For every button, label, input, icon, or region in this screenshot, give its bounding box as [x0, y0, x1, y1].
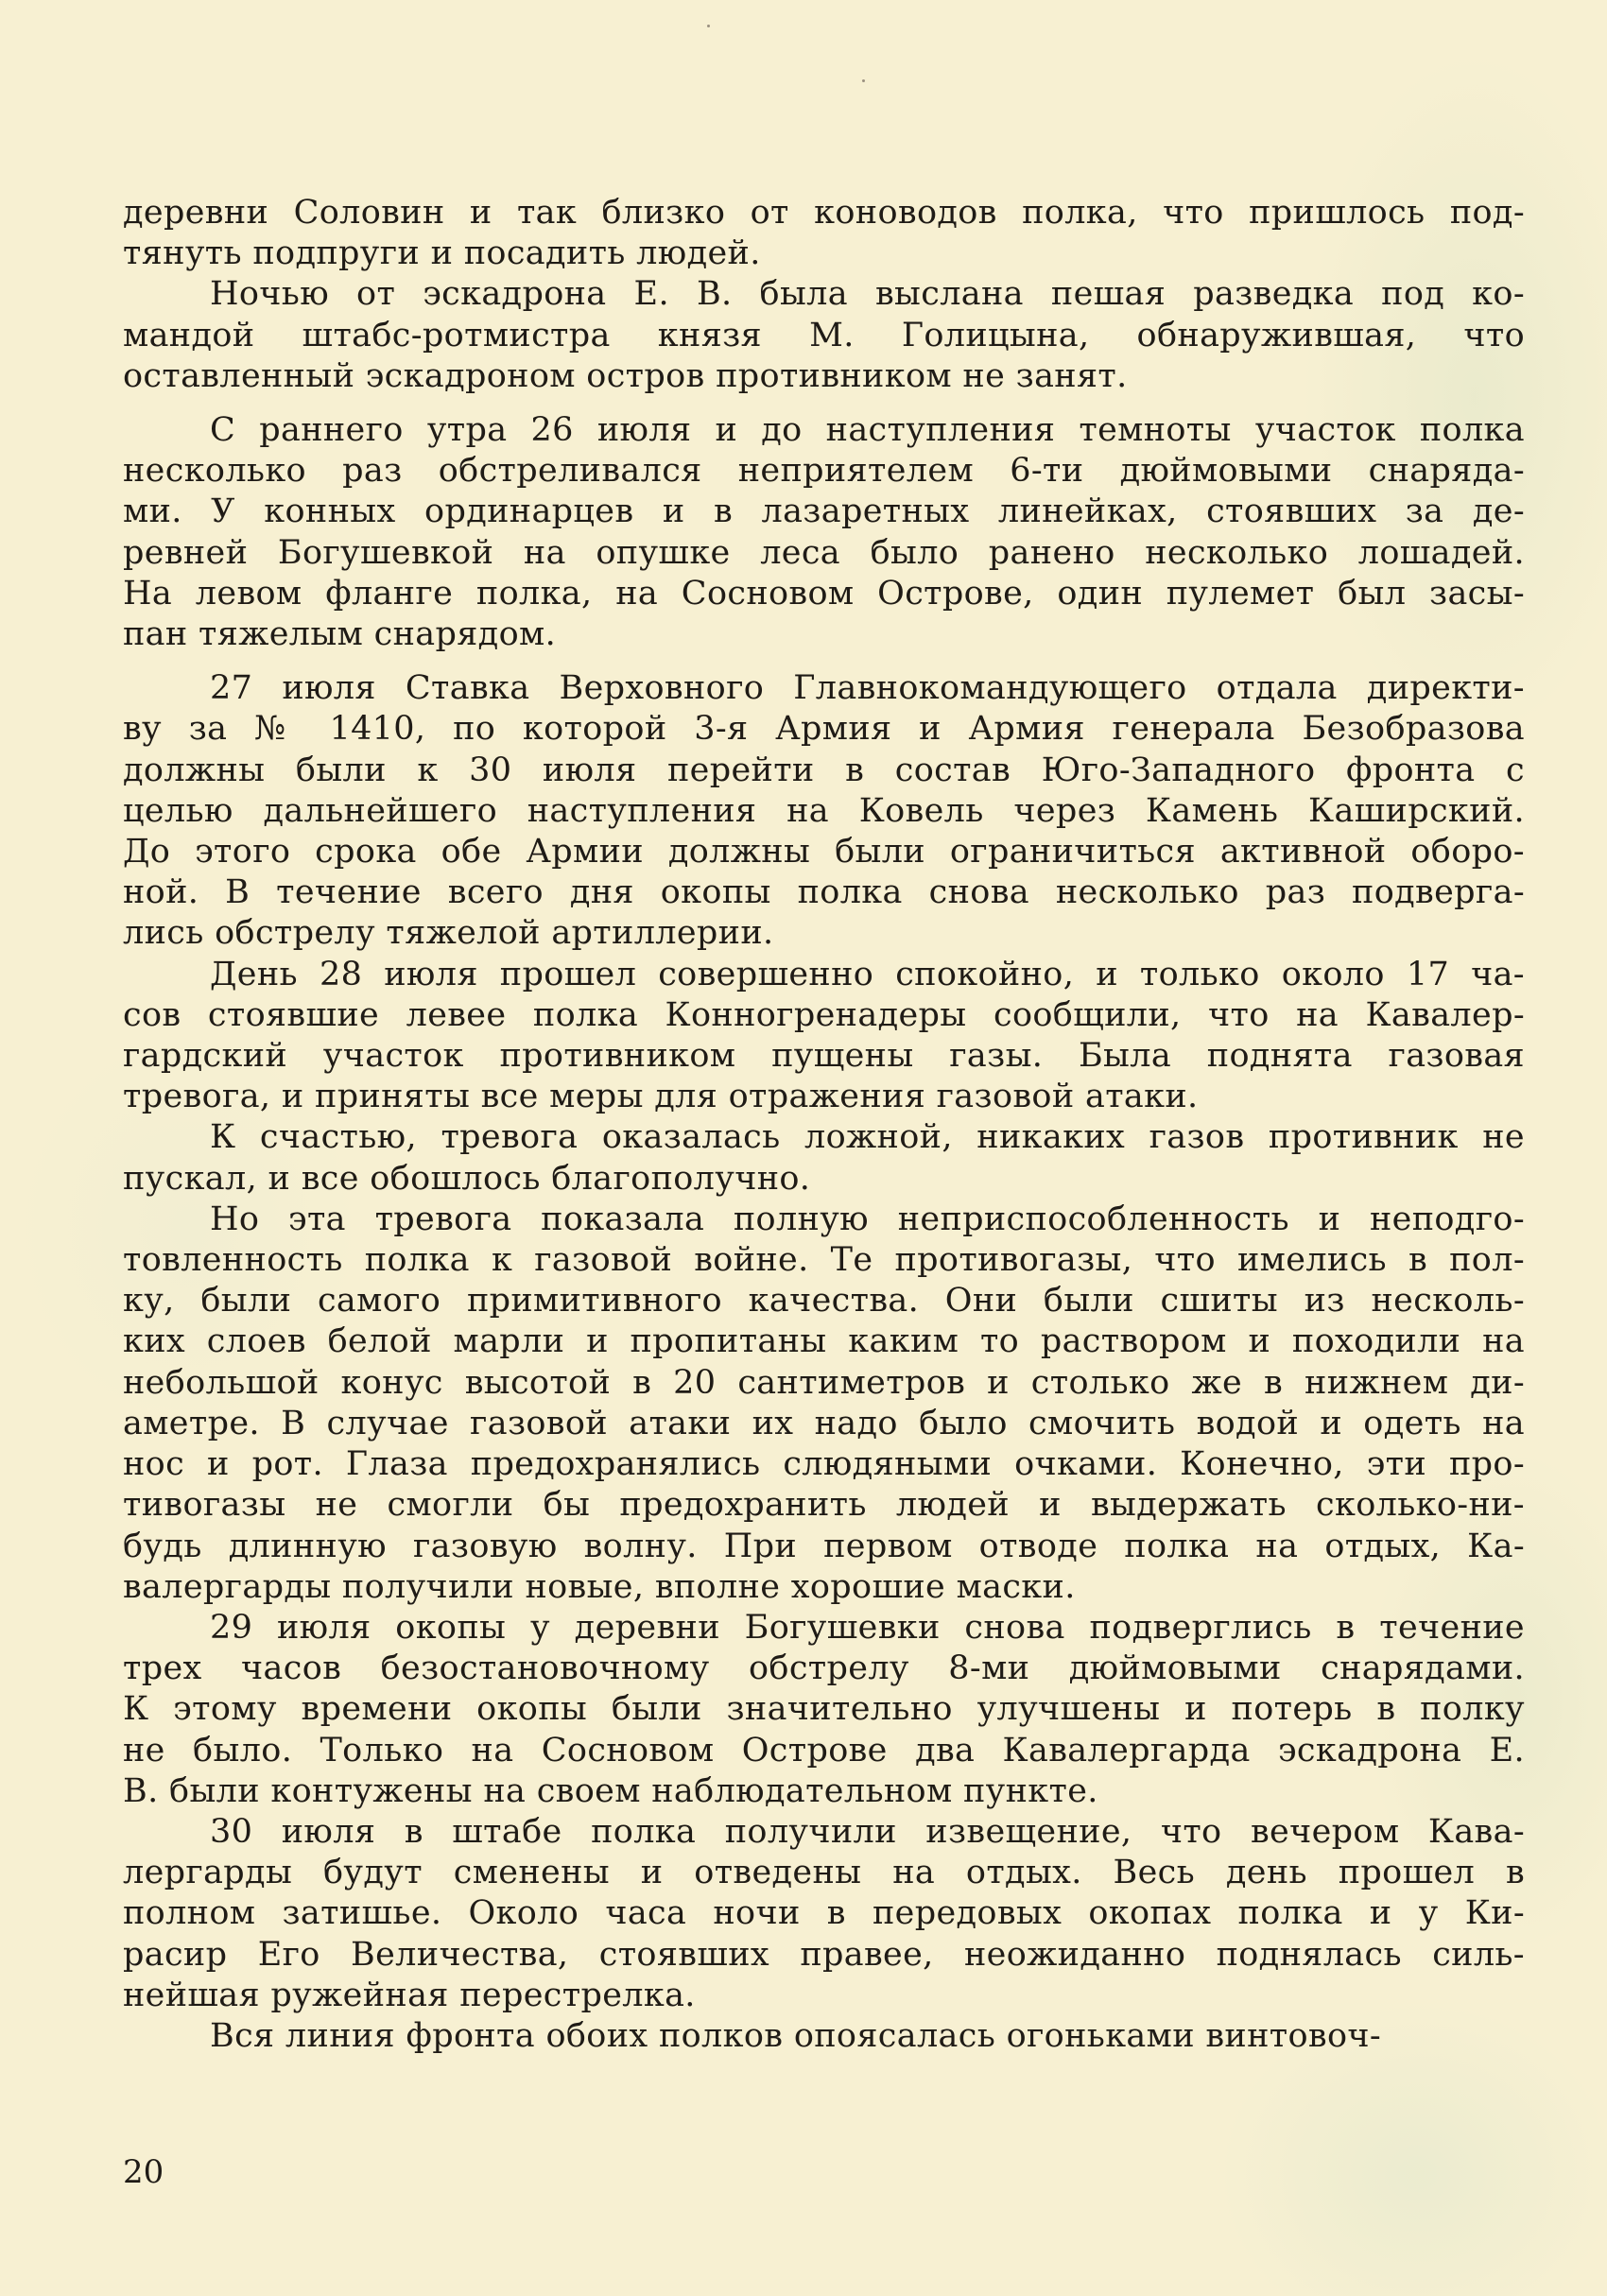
text-line: В. были контужены на своем наблюдательном пункте. [123, 1771, 1098, 1810]
text-line: ной. В течение всего дня окопы полка снова несколько раз подверга- [123, 873, 1525, 912]
text-line: 29 июля окопы у деревни Богушевки снова подверглись в течение [210, 1608, 1525, 1647]
paragraph [123, 955, 1525, 1118]
text-line: мандой штабс-ротмистра князя М. Голицына, обнаружившая, что [123, 316, 1525, 354]
text-line: лергарды будут сменены и отведены на отдых. Весь день прошел в [123, 1854, 1525, 1892]
text-line: аметре. В случае газовой атаки их надо было смочить водой и одеть на [123, 1404, 1525, 1442]
text-line: сов стоявшие левее полка Конногренадеры сообщили, что на Кавалер- [123, 995, 1525, 1034]
text-line: ревней Богушевкой на опушке леса было ранено несколько лошадей. [123, 533, 1525, 572]
text-line: На левом фланге полка, на Сосновом Острове, один пулемет был засы- [123, 574, 1525, 613]
text-line: оставленный эскадроном остров противником не занят. [123, 356, 1128, 395]
text-line: тивогазы не смогли бы предохранить людей и выдержать сколько-ни- [123, 1486, 1525, 1525]
text-line: ких слоев белой марли и пропитаны каким то раствором и походили на [123, 1322, 1525, 1361]
text-line: полном затишье. Около часа ночи в передовых окопах полка и у Ки- [123, 1894, 1525, 1933]
text-line: ми. У конных ординарцев и в лазаретных линейках, стоявших за де- [123, 492, 1525, 531]
text-line: Ночью от эскадрона Е. В. была выслана пешая разведка под ко- [210, 275, 1525, 314]
body-text [123, 193, 1525, 2057]
paragraph [123, 410, 1525, 655]
text-line: 27 июля Ставка Верховного Главнокомандующего отдала директи- [210, 669, 1525, 708]
page-number: 20 [123, 2153, 164, 2191]
paragraph [123, 1117, 1525, 1199]
text-line: До этого срока обе Армии должны были ограничиться активной оборо- [123, 833, 1525, 872]
paragraph [123, 193, 1525, 274]
paragraph [123, 274, 1525, 397]
text-line: Вся линия фронта обоих полков опоясалась огоньками винтовоч- [210, 2016, 1382, 2055]
text-line: нос и рот. Глаза предохранялись слюдяными очками. Конечно, эти про- [123, 1445, 1525, 1484]
paragraph [123, 2016, 1525, 2057]
text-line: целью дальнейшего наступления на Ковель через Камень Каширский. [123, 791, 1525, 830]
text-line: День 28 июля прошел совершенно спокойно, и только около 17 ча- [210, 955, 1525, 993]
paragraph [123, 1608, 1525, 1812]
text-line: К этому времени окопы были значительно улучшены и потерь в полку [123, 1690, 1525, 1729]
text-line: небольшой конус высотой в 20 сантиметров и столько же в нижнем ди- [123, 1363, 1525, 1402]
text-line: расир Его Величества, стоявших правее, неожиданно поднялась силь- [123, 1935, 1525, 1974]
text-line: трех часов безостановочному обстрелу 8-ми дюймовыми снарядами. [123, 1649, 1525, 1688]
text-line: товленность полка к газовой войне. Те противогазы, что имелись в пол- [123, 1241, 1525, 1280]
scan-speck [707, 25, 710, 27]
text-line: валергарды получили новые, вполне хорошие маски. [123, 1567, 1076, 1606]
scan-speck [862, 79, 865, 82]
text-line: Но эта тревога показала полную неприспособленность и неподго- [210, 1200, 1525, 1238]
text-line: тревога, и приняты все меры для отражения газовой атаки. [123, 1078, 1199, 1116]
text-line: гардский участок противником пущены газы. Была поднята газовая [123, 1037, 1525, 1076]
text-line: С раннего утра 26 июля и до наступления темноты участок полка [210, 411, 1525, 450]
text-line: лись обстрелу тяжелой артиллерии. [123, 914, 774, 953]
text-line: должны были к 30 июля перейти в состав Юго-Западного фронта с [123, 751, 1525, 789]
paragraph [123, 668, 1525, 954]
text-line: ку, были самого примитивного качества. Они были сшиты из несколь- [123, 1282, 1525, 1321]
text-line: деревни Соловин и так близко от коноводов полка, что пришлось под- [123, 194, 1525, 232]
text-line: пускал, и все обошлось благополучно. [123, 1159, 811, 1198]
paragraph [123, 1812, 1525, 2016]
text-line: пан тяжелым снарядом. [123, 615, 557, 654]
text-line: 30 июля в штабе полка получили извещение, что вечером Кава- [210, 1812, 1525, 1851]
text-line: нейшая ружейная перестрелка. [123, 1976, 696, 2014]
paragraph [123, 1200, 1525, 1608]
text-line: тянуть подпруги и посадить людей. [123, 234, 761, 273]
text-line: К счастью, тревога оказалась ложной, никаких газов противник не [210, 1118, 1525, 1157]
text-line: несколько раз обстреливался неприятелем 6-ти дюймовыми снаряда- [123, 452, 1525, 491]
text-line: ву за № 1410, по которой 3-я Армия и Армия генерала Безобразова [123, 710, 1525, 749]
text-line: не было. Только на Сосновом Острове два Кавалергарда эскадрона Е. [123, 1731, 1525, 1769]
text-line: будь длинную газовую волну. При первом отводе полка на отдых, Ка- [123, 1527, 1525, 1565]
